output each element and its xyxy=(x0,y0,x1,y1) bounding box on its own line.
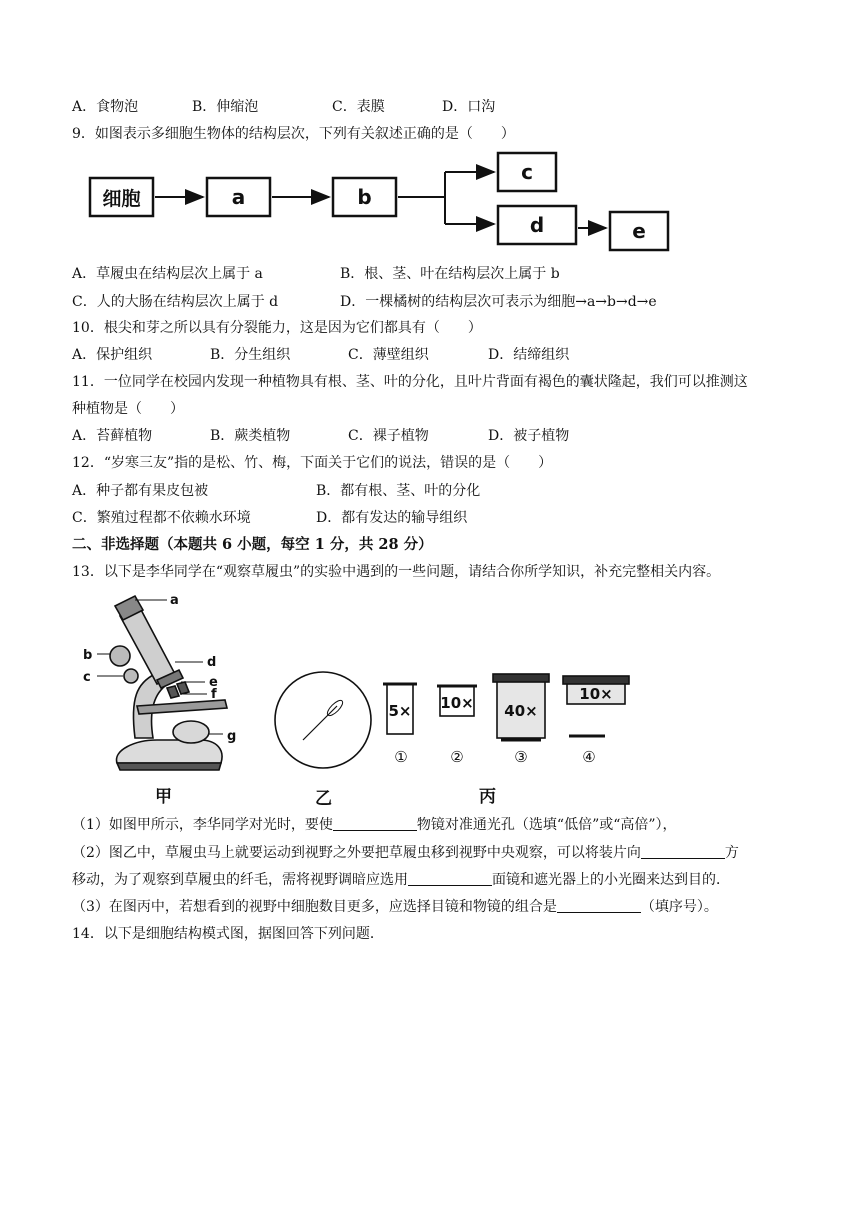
microscope-label-c: c xyxy=(83,670,91,685)
lens-1-number: ① xyxy=(394,748,408,766)
label-c: c xyxy=(521,160,533,184)
label-e: e xyxy=(632,219,646,243)
q12-stem: 12．“岁寒三友”指的是松、竹、梅，下面关于它们的说法，错误的是（ ） xyxy=(72,455,553,471)
label-b: b xyxy=(357,185,372,209)
q10-option-d: D．结缔组织 xyxy=(488,347,570,363)
q11-option-a: A．苔藓植物 xyxy=(72,428,153,444)
q13-part1: （1）如图甲所示，李华同学对光时，要使 物镜对准通光孔（选填“低倍”或“高倍”）， xyxy=(72,817,677,833)
q11-option-d: D．被子植物 xyxy=(488,428,570,444)
lens-3-label: 40× xyxy=(504,702,538,720)
q12-option-c: C．繁殖过程都不依赖水环境 xyxy=(72,510,251,526)
lens-4-label: 10× xyxy=(579,685,613,703)
q8-option-c: C．表膜 xyxy=(332,99,385,115)
panel-label-jia: 甲 xyxy=(155,787,172,807)
answer-blank-4[interactable] xyxy=(557,898,641,913)
q13-part2-line2: 移动，为了观察到草履虫的纤毛，需将视野调暗应选用 面镜和遮光器上的小光圈来达到目的． xyxy=(72,872,730,888)
q13-part2-line1: （2）图乙中，草履虫马上就要运动到视野之外要把草履虫移到视野中央观察，可以将装片向 方 xyxy=(72,845,739,861)
label-d: d xyxy=(529,213,545,237)
q10-option-a: A．保护组织 xyxy=(72,347,153,363)
q11-option-b: B．蕨类植物 xyxy=(210,428,291,444)
microscope-label-b: b xyxy=(83,648,93,663)
answer-blank-2[interactable] xyxy=(641,844,725,859)
panel-label-bing: 丙 xyxy=(479,787,496,807)
q8-option-d: D．口沟 xyxy=(442,99,496,115)
q10-option-b: B．分生组织 xyxy=(210,347,291,363)
q9-option-b: B．根、茎、叶在结构层次上属于 b xyxy=(340,266,560,282)
q10-option-c: C．薄壁组织 xyxy=(348,347,429,363)
microscope-label-d: d xyxy=(207,655,217,670)
q14-stem: 14．以下是细胞结构模式图，据图回答下列问题． xyxy=(72,926,384,942)
cell-label: 细胞 xyxy=(102,188,141,210)
microscope-label-g: g xyxy=(227,729,237,744)
microscope-label-e: e xyxy=(209,675,218,690)
q9-option-a: A．草履虫在结构层次上属于 a xyxy=(72,266,263,282)
q9-option-d: D．一棵橘树的结构层次可表示为细胞→a→b→d→e xyxy=(340,294,657,310)
microscope-label-a: a xyxy=(170,593,179,608)
lens-2-number: ② xyxy=(450,748,464,766)
q12-option-b: B．都有根、茎、叶的分化 xyxy=(316,483,481,499)
label-a: a xyxy=(231,185,246,209)
q8-option-b: B．伸缩泡 xyxy=(192,99,259,115)
q10-stem: 10．根尖和芽之所以具有分裂能力，这是因为它们都具有（ ） xyxy=(72,320,482,336)
q13-part3: （3）在图丙中，若想看到的视野中细胞数目更多，应选择目镜和物镜的组合是 （填序号）。 xyxy=(72,899,718,915)
answer-blank-1[interactable] xyxy=(333,816,417,831)
answer-blank-3[interactable] xyxy=(408,871,492,886)
q11-stem-line1: 11．一位同学在校园内发现一种植物具有根、茎、叶的分化，且叶片背面有褐色的囊状隆起，我们可以推测这 xyxy=(72,374,748,390)
q11-stem-line2: 种植物是（ ） xyxy=(72,401,184,417)
section-2-heading: 二、非选择题（本题共 6 小题，每空 1 分，共 28 分） xyxy=(72,536,433,553)
lens-3-number: ③ xyxy=(514,748,528,766)
microscope-figure xyxy=(75,588,635,813)
lens-4-number: ④ xyxy=(582,748,596,766)
panel-label-yi: 乙 xyxy=(315,789,332,809)
q12-option-d: D．都有发达的输导组织 xyxy=(316,510,468,526)
q13-stem: 13．以下是李华同学在“观察草履虫”的实验中遇到的一些问题，请结合你所学知识，补充完整相关内容。 xyxy=(72,564,721,580)
lens-1-label: 5× xyxy=(388,702,412,720)
q8-option-a: A．食物泡 xyxy=(72,99,139,115)
paramecium-icon xyxy=(303,698,345,740)
structure-level-diagram xyxy=(85,148,685,258)
lens-2-label: 10× xyxy=(440,694,474,712)
q9-option-c: C．人的大肠在结构层次上属于 d xyxy=(72,294,279,310)
q12-option-a: A．种子都有果皮包被 xyxy=(72,483,209,499)
q11-option-c: C．裸子植物 xyxy=(348,428,429,444)
q9-stem: 9．如图表示多细胞生物体的结构层次，下列有关叙述正确的是（ ） xyxy=(72,126,515,142)
microscope-label-f: f xyxy=(211,687,217,702)
